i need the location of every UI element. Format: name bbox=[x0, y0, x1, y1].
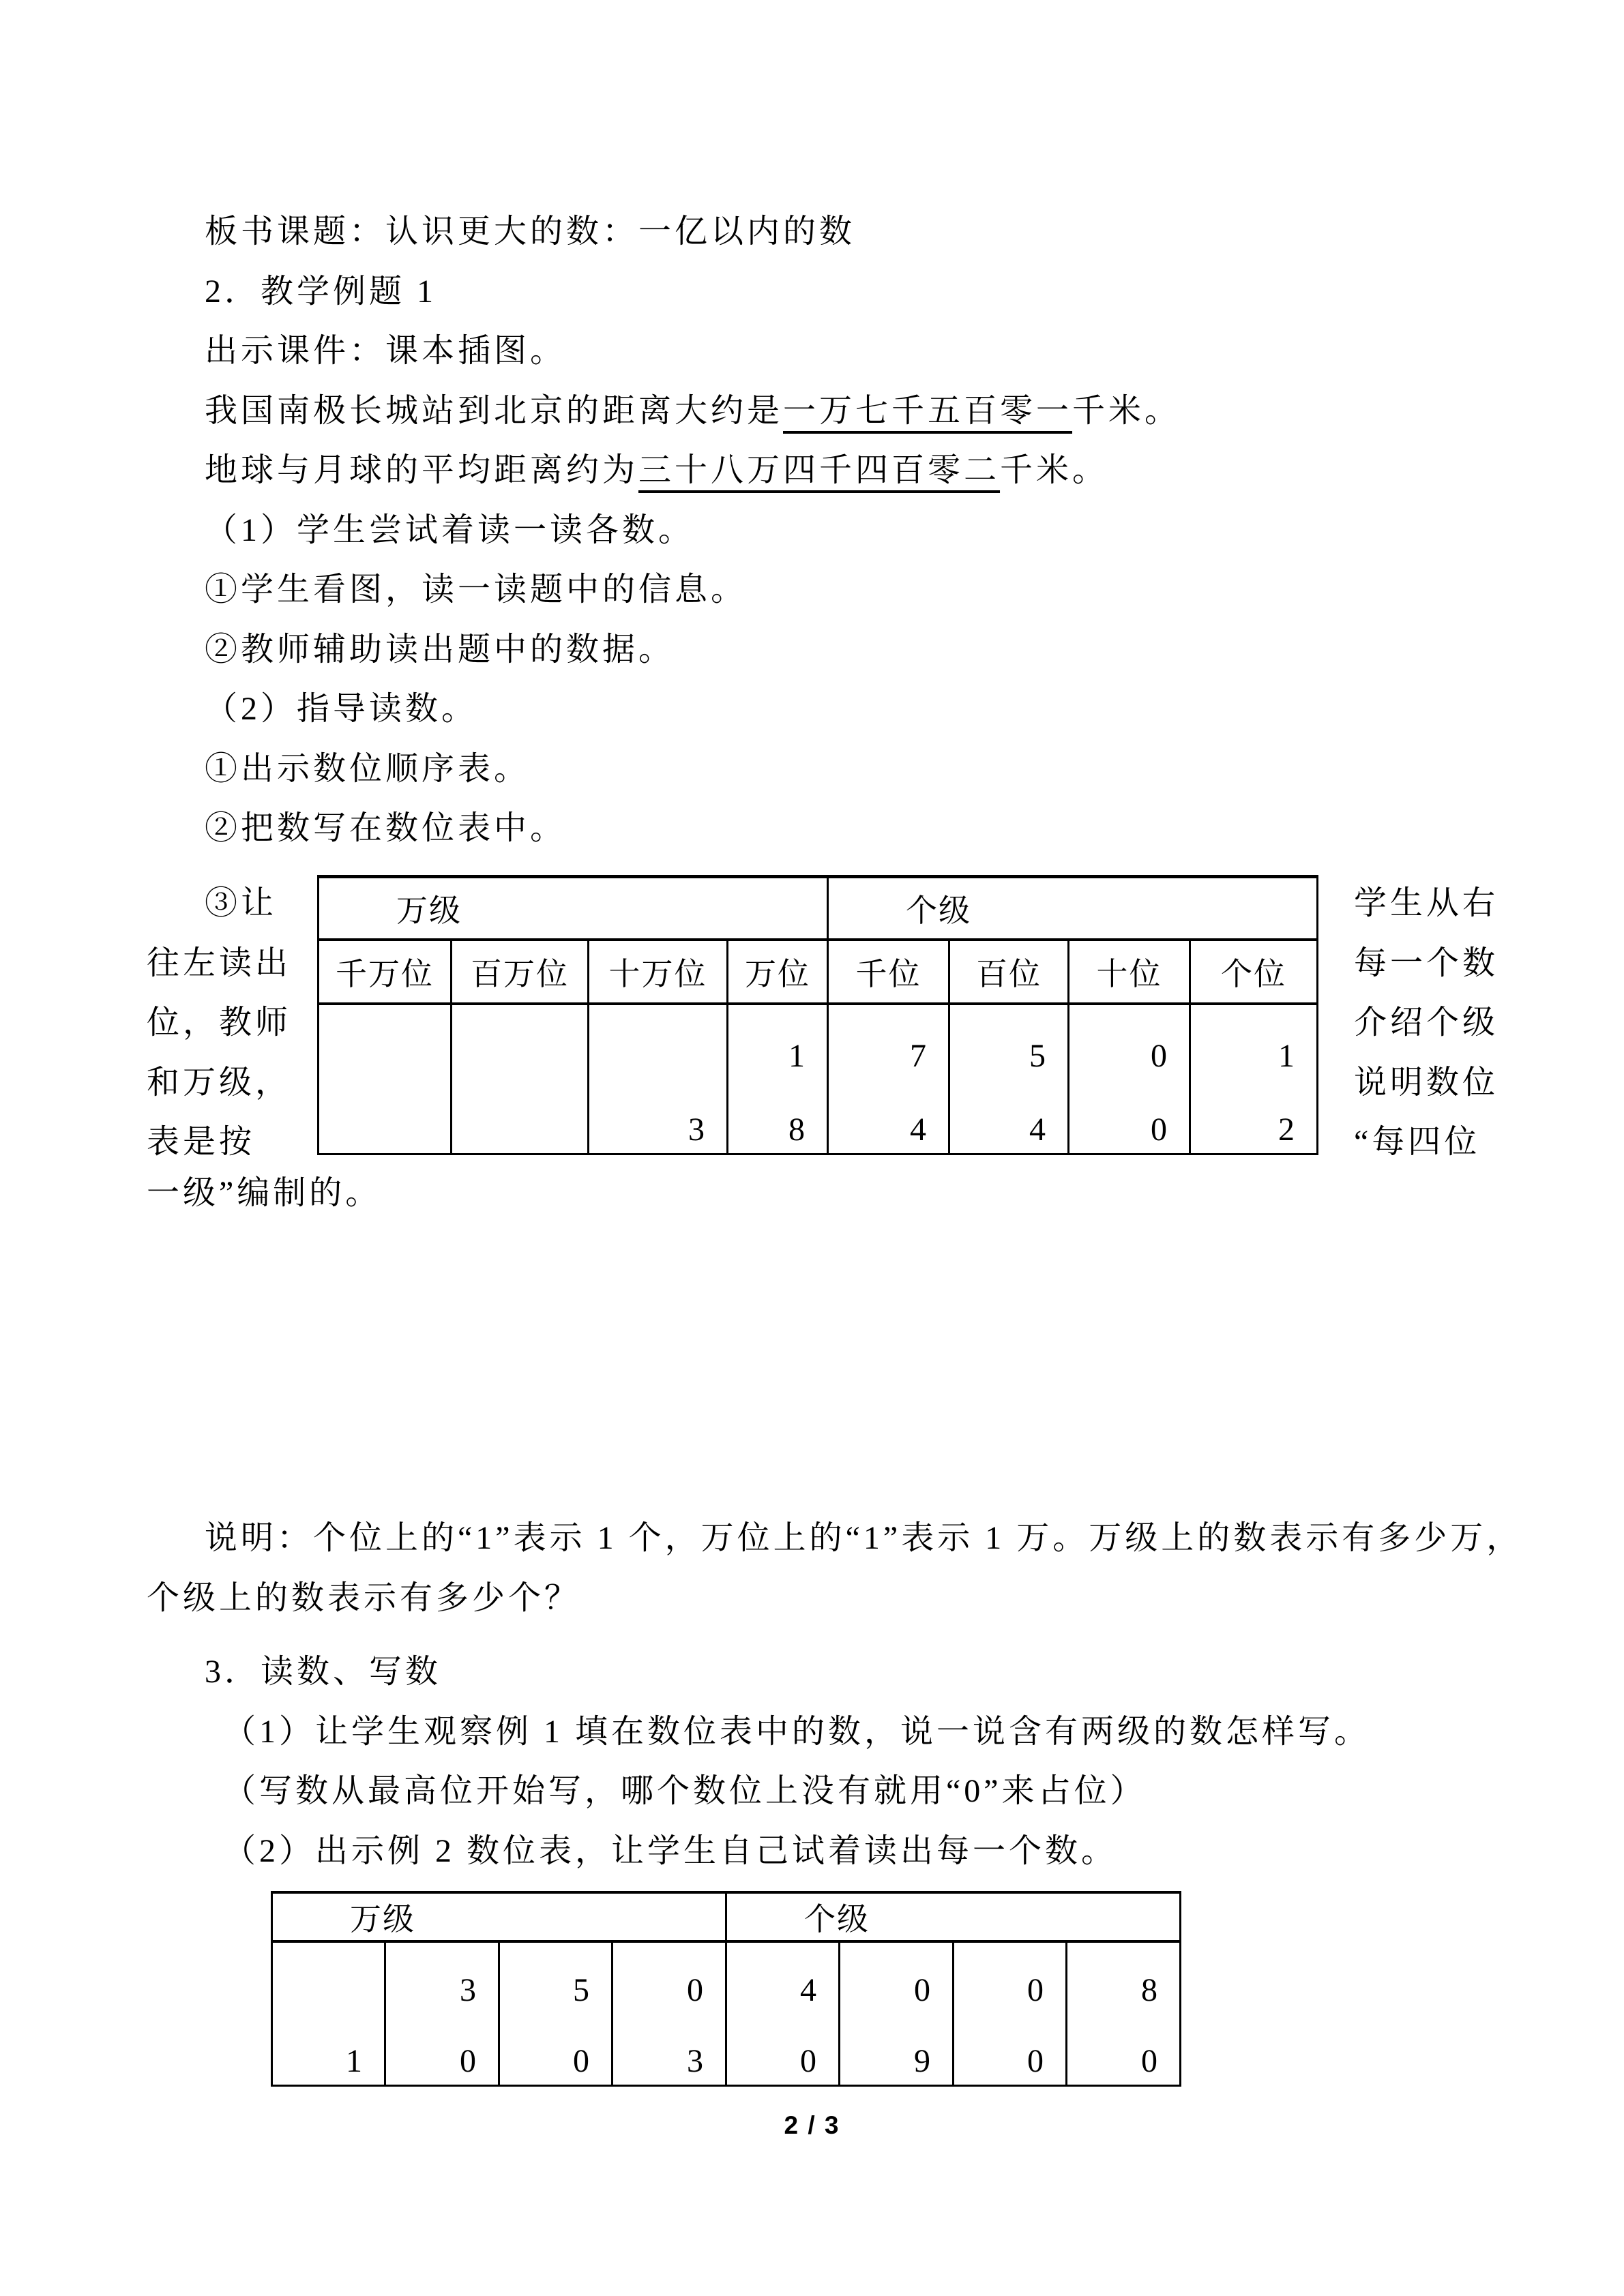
paragraph-line: 板书课题：认识更大的数：一亿以内的数 bbox=[205, 213, 856, 250]
digit-line-1 bbox=[319, 1005, 450, 1079]
paragraph-line: ①出示数位顺序表。 bbox=[205, 750, 531, 787]
digit-cell bbox=[272, 1941, 385, 2086]
table-data-row bbox=[272, 1941, 1181, 2086]
digit-line-1: 8 bbox=[1141, 1972, 1157, 2008]
digit-line-1: 3 bbox=[460, 1972, 476, 2008]
table-column-header: 千万位 bbox=[319, 940, 452, 1004]
digit-line-1: 1 bbox=[1278, 1037, 1295, 1074]
digit-line-1: 4 bbox=[800, 1972, 816, 2008]
digit-line-1: 0 bbox=[1027, 1972, 1044, 2008]
group-label: 万级 bbox=[396, 893, 462, 928]
paragraph-line: （写数从最高位开始写，哪个数位上没有就用“0”来占位） bbox=[223, 1773, 1147, 1809]
table-column-header: 百位 bbox=[949, 940, 1069, 1004]
wrap-line: 往左读出 bbox=[147, 944, 292, 981]
wrap-line: ③让 bbox=[205, 885, 278, 921]
digit-line-1 bbox=[452, 1005, 587, 1079]
top-paragraphs bbox=[147, 202, 1511, 859]
paragraph-line: （2）出示例 2 数位表，让学生自己试着读出每一个数。 bbox=[223, 1832, 1118, 1869]
digit-cell bbox=[452, 1004, 589, 1154]
digit-line-1: 0 bbox=[687, 1972, 703, 2008]
section-3-paragraphs bbox=[147, 1642, 1511, 1881]
digit-line-1: 5 bbox=[573, 1972, 589, 2008]
digit-line-1: 5 bbox=[1029, 1037, 1046, 1074]
paragraph-line: 个级上的数表示有多少个？ bbox=[147, 1579, 581, 1616]
digit-cell bbox=[612, 1941, 726, 2086]
paragraph-line: 说明：个位上的“1”表示 1 个，万位上的“1”表示 1 万。万级上的数表示有多少万， bbox=[205, 1520, 1523, 1556]
digit-cell bbox=[385, 1941, 499, 2086]
digit-line-1 bbox=[589, 1005, 726, 1079]
paragraph-line: 出示课件：课本插图。 bbox=[205, 333, 567, 369]
page-number: 2 / 3 bbox=[784, 2111, 840, 2139]
wrap-line: 学生从右 bbox=[1354, 885, 1499, 921]
digit-line-2: 3 bbox=[688, 1112, 705, 1148]
table-column-header: 百万位 bbox=[452, 940, 589, 1004]
wrap-line: 和万级， bbox=[147, 1064, 292, 1101]
table-column-header: 十万位 bbox=[589, 940, 728, 1004]
table-group-header-row bbox=[272, 1892, 1181, 1941]
digit-line-2: 0 bbox=[573, 2043, 589, 2079]
digit-cell bbox=[949, 1004, 1069, 1154]
digit-cell bbox=[589, 1004, 728, 1154]
digit-line-2: 8 bbox=[788, 1112, 805, 1148]
explanation-paragraph bbox=[147, 1508, 1523, 1628]
wrap-line: 介绍个级 bbox=[1354, 1004, 1499, 1041]
group-label: 万级 bbox=[350, 1902, 415, 1937]
digit-line-2: 0 bbox=[1027, 2043, 1044, 2079]
paragraph-line: （1）让学生观察例 1 填在数位表中的数，说一说含有两级的数怎样写。 bbox=[223, 1713, 1371, 1750]
paragraph-line: ①学生看图，读一读题中的信息。 bbox=[205, 571, 748, 608]
wrap-text-right-column bbox=[1354, 874, 1621, 1172]
table-group-header bbox=[828, 877, 1318, 940]
digit-cell bbox=[1067, 1941, 1181, 2086]
table-column-header: 万位 bbox=[728, 940, 828, 1004]
underlined-number: 三十八万四千四百零二 bbox=[638, 452, 1001, 488]
wrap-line: 表是按 bbox=[147, 1124, 256, 1160]
digit-cell bbox=[319, 1004, 452, 1154]
group-label: 个级 bbox=[906, 893, 971, 928]
digit-cell bbox=[1190, 1004, 1318, 1154]
place-value-table-example2 bbox=[271, 1891, 1181, 2087]
section-heading: 3．读数、写数 bbox=[205, 1654, 442, 1690]
wrap-text-left-column bbox=[147, 874, 316, 1172]
digit-line-2: 0 bbox=[460, 2043, 476, 2079]
paragraph-text: 千米。 bbox=[1072, 392, 1181, 429]
digit-line-2: 0 bbox=[1141, 2043, 1157, 2079]
table-group-header-row bbox=[319, 877, 1318, 940]
digit-line-2: 4 bbox=[1029, 1112, 1046, 1148]
table-data-row bbox=[319, 1004, 1318, 1154]
paragraph-text: 千米。 bbox=[1000, 452, 1109, 488]
digit-line-1: 0 bbox=[914, 1972, 930, 2008]
group-label: 个级 bbox=[804, 1902, 870, 1937]
digit-line-2 bbox=[319, 1079, 450, 1154]
paragraph-line: （2）指导读数。 bbox=[205, 691, 478, 727]
paragraph-line bbox=[147, 381, 1511, 441]
digit-line-2: 3 bbox=[687, 2043, 703, 2079]
table-column-header: 个位 bbox=[1190, 940, 1318, 1004]
digit-cell bbox=[828, 1004, 949, 1154]
digit-line-2 bbox=[452, 1079, 587, 1154]
underlined-number: 一万七千五百零一 bbox=[783, 392, 1073, 429]
digit-line-2: 2 bbox=[1278, 1112, 1295, 1148]
digit-line-2: 0 bbox=[800, 2043, 816, 2079]
wrap-line: 每一个数 bbox=[1354, 944, 1499, 981]
digit-line-2: 9 bbox=[914, 2043, 930, 2079]
table-column-header: 十位 bbox=[1069, 940, 1190, 1004]
paragraph-line: （1）学生尝试着读一读各数。 bbox=[205, 511, 695, 548]
digit-line-1 bbox=[273, 1943, 384, 2014]
wrap-line: 说明数位 bbox=[1354, 1064, 1499, 1101]
digit-cell bbox=[954, 1941, 1067, 2086]
table-column-header: 千位 bbox=[828, 940, 949, 1004]
paragraph-line: ②教师辅助读出题中的数据。 bbox=[205, 631, 675, 668]
digit-cell bbox=[840, 1941, 954, 2086]
digit-line-1: 7 bbox=[910, 1037, 926, 1074]
digit-line-2: 0 bbox=[1151, 1112, 1167, 1148]
wrap-line: 位，教师 bbox=[147, 1004, 292, 1041]
paragraph-text: 地球与月球的平均距离约为 bbox=[205, 452, 639, 488]
digit-line-1: 1 bbox=[788, 1037, 805, 1074]
digit-cell bbox=[728, 1004, 828, 1154]
place-value-table-example1 bbox=[317, 875, 1318, 1155]
digit-line-2: 4 bbox=[910, 1112, 926, 1148]
digit-cell bbox=[726, 1941, 840, 2086]
table-group-header bbox=[319, 877, 828, 940]
paragraph-line: ②把数写在数位表中。 bbox=[205, 810, 567, 846]
table-group-header bbox=[272, 1892, 726, 1941]
digit-line-2: 1 bbox=[346, 2043, 362, 2079]
table-group-header bbox=[726, 1892, 1181, 1941]
paragraph-text: 我国南极长城站到北京的距离大约是 bbox=[205, 392, 784, 429]
paragraph-line: 一级”编制的。 bbox=[147, 1175, 382, 1211]
table-column-header-row bbox=[319, 940, 1318, 1004]
paragraph-line: 2．教学例题 1 bbox=[205, 273, 437, 310]
digit-cell bbox=[499, 1941, 612, 2086]
digit-line-1: 0 bbox=[1151, 1037, 1167, 1074]
paragraph-line bbox=[147, 441, 1511, 501]
wrap-line: “每四位 bbox=[1354, 1124, 1481, 1160]
digit-cell bbox=[1069, 1004, 1190, 1154]
